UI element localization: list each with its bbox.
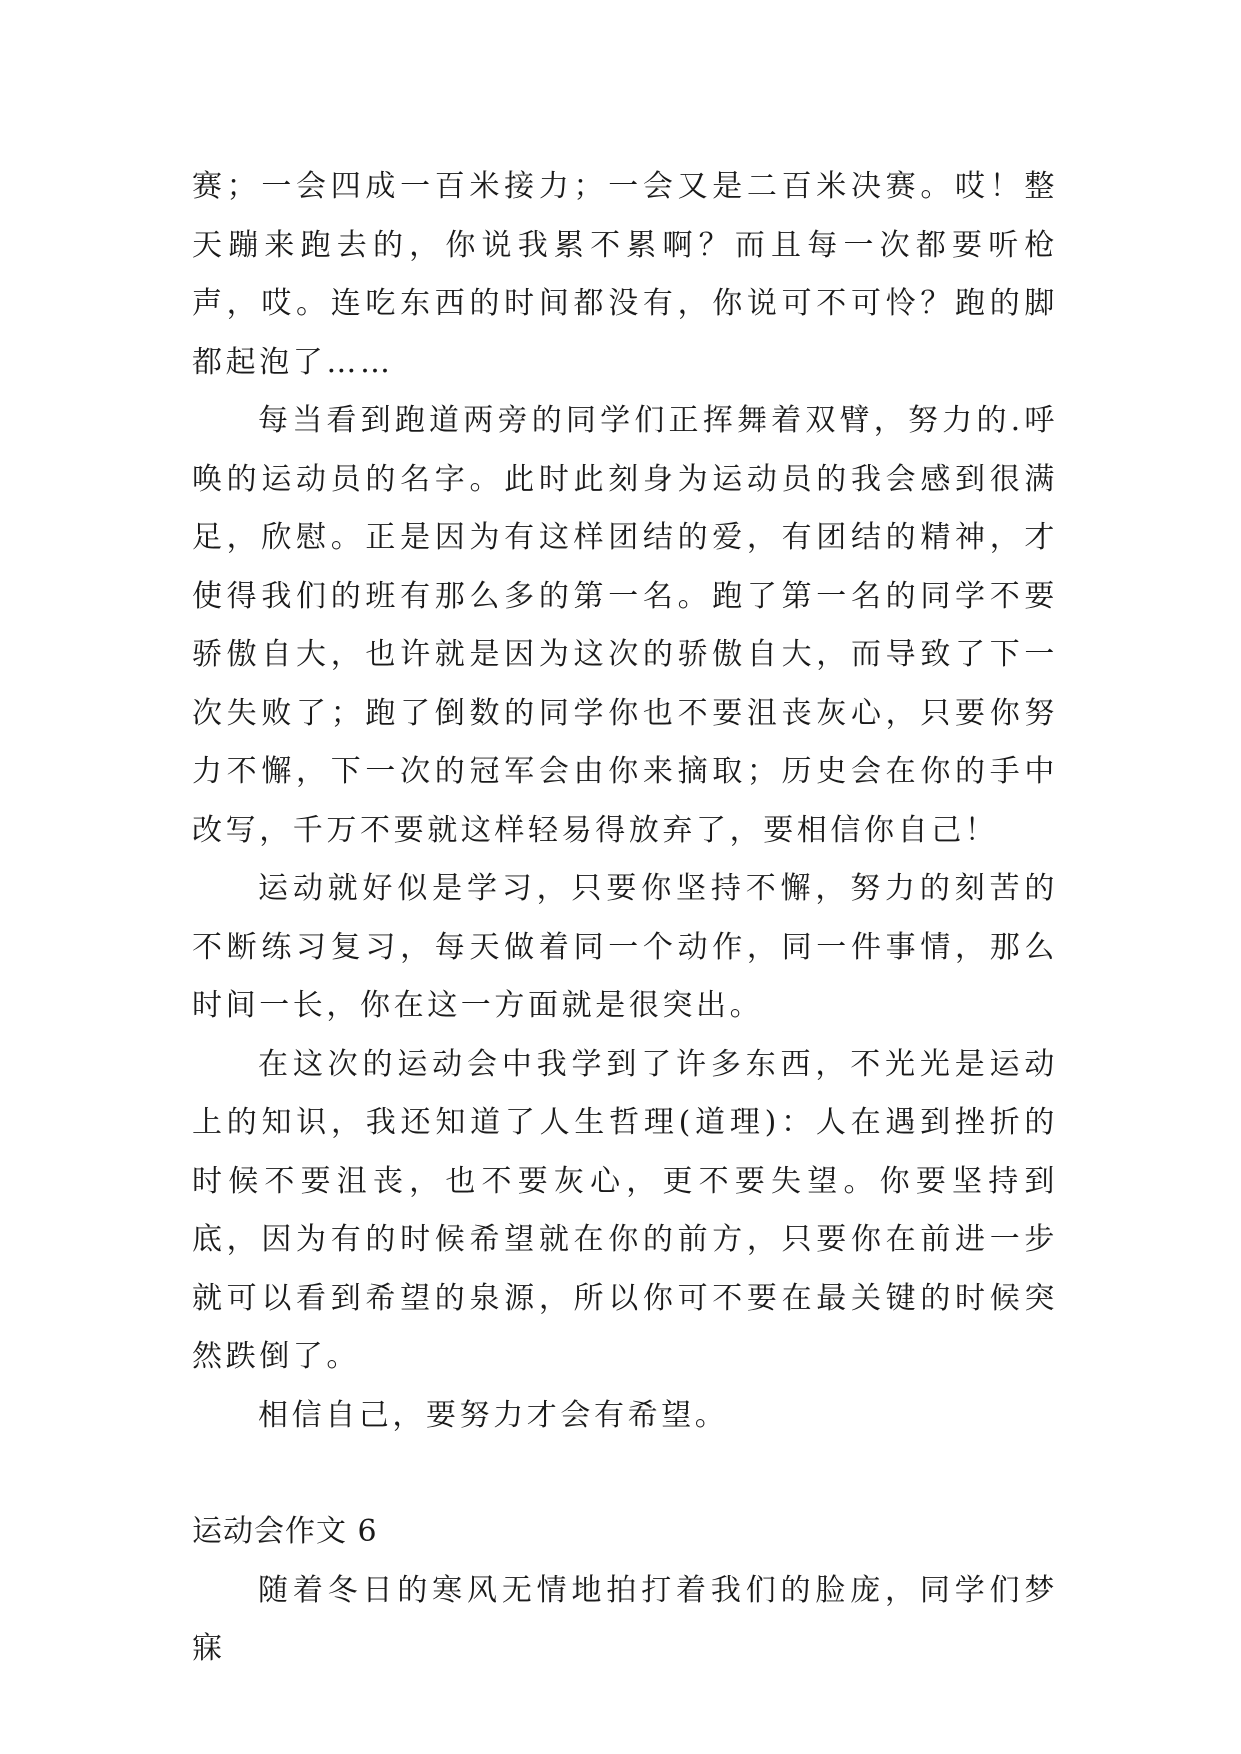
paragraph-cheering: 每当看到跑道两旁的同学们正挥舞着双臂，努力的.呼唤的运动员的名字。此时此刻身为运动员的我会感到很满足，欣慰。正是因为有这样团结的爱，有团结的精神，才使得我们的班有那么多的第一名。跑了第一名的同学不要骄傲自大，也许就是因为这次的骄傲自大，而导致了下一次失败了；跑了倒数的同学你也不要沮丧灰心，只要你努力不懈，下一次的冠军会由你来摘取；历史会在你的手中改写，千万不要就这样轻易得放弃了，要相信你自己！ xyxy=(192,403,1058,848)
paragraph-sports-like-study: 运动就好似是学习，只要你坚持不懈，努力的刻苦的不断练习复习，每天做着同一个动作，同一件事情，那么时间一长，你在这一方面就是很突出。 xyxy=(192,871,1058,1023)
paragraph-believe-yourself: 相信自己，要努力才会有希望。 xyxy=(258,1397,729,1433)
paragraph-continued: 赛；一会四成一百米接力；一会又是二百米决赛。哎！整天蹦来跑去的，你说我累不累啊？而且每一次都要听枪声，哎。连吃东西的时间都没有，你说可不可怜？跑的脚都起泡了…… xyxy=(192,169,1058,380)
document-body xyxy=(192,158,1058,1679)
paragraph-lessons-learned: 在这次的运动会中我学到了许多东西，不光光是运动上的知识，我还知道了人生哲理(道理)：人在遇到挫折的时候不要沮丧，也不要灰心，更不要失望。你要坚持到底，因为有的时候希望就在你的前方，只要你在前进一步就可以看到希望的泉源，所以你可不要在最关键的时候突然跌倒了。 xyxy=(192,1046,1058,1374)
section-spacer xyxy=(192,1445,1058,1503)
section-heading: 运动会作文 6 xyxy=(192,1514,378,1549)
paragraph-next-essay-start: 随着冬日的寒风无情地拍打着我们的脸庞，同学们梦寐 xyxy=(192,1572,1058,1666)
